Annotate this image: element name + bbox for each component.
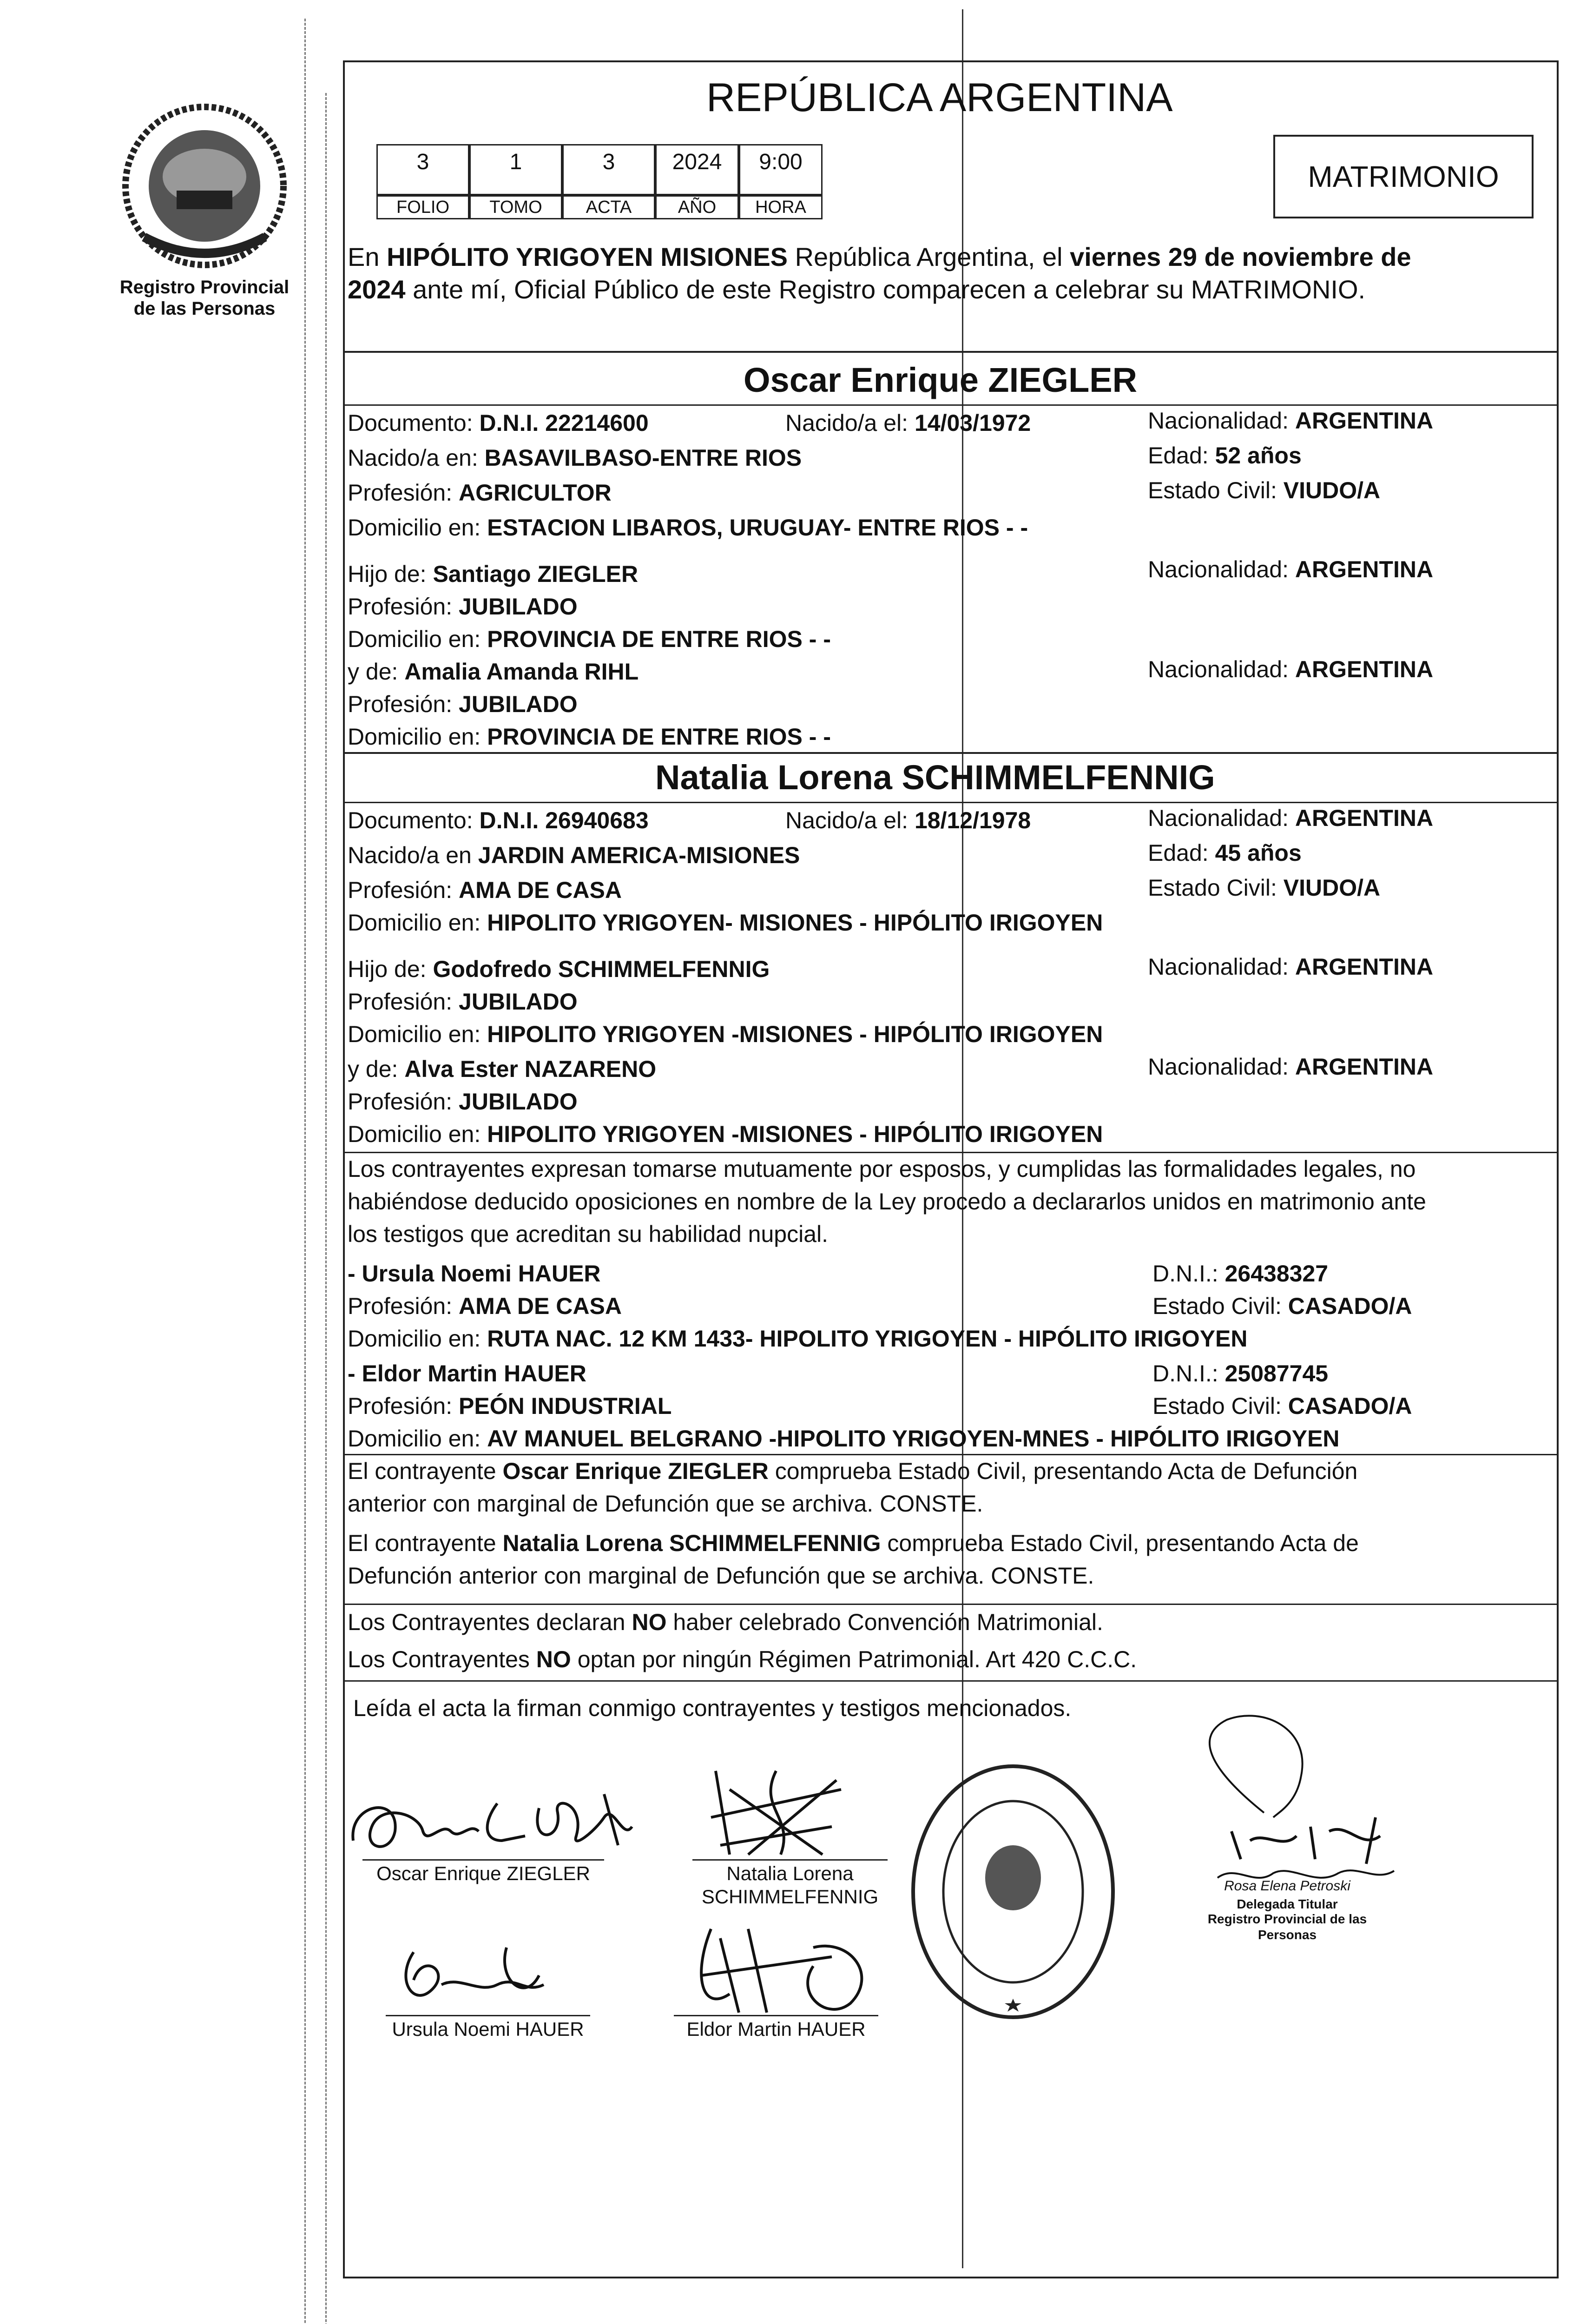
note-1-line-1: El contrayente Oscar Enrique ZIEGLER comprueba Estado Civil, presentando Acta de Defunción xyxy=(348,1458,1358,1484)
anio-value: 2024 xyxy=(655,144,739,195)
registry-stamp-icon xyxy=(906,1757,1120,2027)
note-2-line-2: Defunción anterior con marginal de Defunción que se archiva. CONSTE. xyxy=(348,1563,1094,1589)
spouse2-father: Hijo de: Godofredo SCHIMMELFENNIG xyxy=(348,956,770,982)
spouse2-father-address: Domicilio en: HIPOLITO YRIGOYEN -MISIONES - HIPÓLITO IRIGOYEN xyxy=(348,1021,1103,1047)
spouse1-born-on: Nacido/a el: 14/03/1972 xyxy=(785,410,1031,436)
divider xyxy=(343,1152,1559,1153)
divider xyxy=(343,1680,1559,1682)
spouse2-mother-address: Domicilio en: HIPOLITO YRIGOYEN -MISIONES - HIPÓLITO IRIGOYEN xyxy=(348,1121,1103,1147)
witness-2-address: Domicilio en: AV MANUEL BELGRANO -HIPOLITO YRIGOYEN-MNES - HIPÓLITO IRIGOYEN xyxy=(348,1426,1340,1452)
spouse1-profession: Profesión: AGRICULTOR xyxy=(348,480,612,506)
signature-ursula xyxy=(386,1934,581,2027)
spouse1-doc: Documento: D.N.I. 22214600 xyxy=(348,410,649,436)
signature-caption-ursula: Ursula Noemi HAUER xyxy=(392,2018,584,2040)
spouse1-father-nationality: Nacionalidad: ARGENTINA xyxy=(1148,556,1434,582)
frame-bottom xyxy=(343,2277,1559,2278)
spouse1-mother-profession: Profesión: JUBILADO xyxy=(348,691,578,717)
spouse2-nationality: Nacionalidad: ARGENTINA xyxy=(1148,805,1434,831)
witness-1-address: Domicilio en: RUTA NAC. 12 KM 1433- HIPOLITO YRIGOYEN - HIPÓLITO IRIGOYEN xyxy=(348,1326,1248,1352)
spouse2-mother-profession: Profesión: JUBILADO xyxy=(348,1089,578,1115)
divider xyxy=(343,802,1559,803)
signature-caption-eldor: Eldor Martin HAUER xyxy=(686,2018,866,2040)
note-1-line-2: anterior con marginal de Defunción que se archiva. CONSTE. xyxy=(348,1491,983,1517)
hora-label: HORA xyxy=(739,195,823,219)
acta-label: ACTA xyxy=(562,195,655,219)
spouse1-nationality: Nacionalidad: ARGENTINA xyxy=(1148,408,1434,434)
spouse1-civil-status: Estado Civil: VIUDO/A xyxy=(1148,477,1381,503)
signature-eldor xyxy=(674,1920,915,2027)
declaration-line-1: Los contrayentes expresan tomarse mutuamente por esposos, y cumplidas las formalidades legales, no xyxy=(348,1156,1416,1182)
spouse2-born-in: Nacido/a en JARDIN AMERICA-MISIONES xyxy=(348,842,800,868)
anio-label: AÑO xyxy=(655,195,739,219)
witness-2-name: - Eldor Martin HAUER xyxy=(348,1360,586,1386)
official-stamp xyxy=(906,1757,1120,2027)
declaration-line-3: los testigos que acreditan su habilidad nupcial. xyxy=(348,1221,829,1247)
witness-2-dni: D.N.I.: 25087745 xyxy=(1152,1360,1329,1386)
spouse2-mother: y de: Alva Ester NAZARENO xyxy=(348,1056,657,1082)
margin-guide xyxy=(304,19,306,2324)
signature-caption-natalia-2: SCHIMMELFENNIG xyxy=(701,1886,879,1908)
spouse2-born-on: Nacido/a el: 18/12/1978 xyxy=(785,807,1031,833)
closing-line: Leída el acta la firman conmigo contrayentes y testigos mencionados. xyxy=(353,1695,1072,1721)
spouse1-father-address: Domicilio en: PROVINCIA DE ENTRE RIOS - - xyxy=(348,626,831,652)
acta-value: 3 xyxy=(562,144,655,195)
spouse2-profession: Profesión: AMA DE CASA xyxy=(348,877,622,903)
signature-line xyxy=(674,2015,878,2016)
witness-1-civil-status: Estado Civil: CASADO/A xyxy=(1152,1293,1412,1319)
delegada-role-2: Registro Provincial de las Personas xyxy=(1207,1912,1367,1942)
signature-line xyxy=(386,2015,590,2016)
folio-label: FOLIO xyxy=(376,195,469,219)
spouse2-name: Natalia Lorena SCHIMMELFENNIG xyxy=(655,758,1215,797)
spouse1-name: Oscar Enrique ZIEGLER xyxy=(744,361,1138,399)
act-type-box: MATRIMONIO xyxy=(1273,135,1534,218)
registry-logo xyxy=(116,98,293,274)
folio-value: 3 xyxy=(376,144,469,195)
spouse1-mother-nationality: Nacionalidad: ARGENTINA xyxy=(1148,656,1434,682)
signature-caption-oscar: Oscar Enrique ZIEGLER xyxy=(376,1862,590,1884)
delegada-signature-name: Rosa Elena Petroski xyxy=(1224,1878,1350,1894)
margin-guide xyxy=(325,93,327,2324)
witness-1-profession: Profesión: AMA DE CASA xyxy=(348,1293,622,1319)
spouse2-address: Domicilio en: HIPOLITO YRIGOYEN- MISIONES - HIPÓLITO IRIGOYEN xyxy=(348,910,1103,936)
tomo-value: 1 xyxy=(469,144,562,195)
divider xyxy=(343,404,1559,406)
witness-1-name: - Ursula Noemi HAUER xyxy=(348,1261,601,1287)
spouse1-age: Edad: 52 años xyxy=(1148,442,1302,469)
signature-oscar xyxy=(344,1776,660,1868)
spouse1-born-in: Nacido/a en: BASAVILBASO-ENTRE RIOS xyxy=(348,445,802,471)
spouse1-father-profession: Profesión: JUBILADO xyxy=(348,594,578,620)
spouse2-father-nationality: Nacionalidad: ARGENTINA xyxy=(1148,954,1434,980)
spouse2-mother-nationality: Nacionalidad: ARGENTINA xyxy=(1148,1054,1434,1080)
delegada-role-1: Delegada Titular xyxy=(1237,1897,1338,1911)
hora-value: 9:00 xyxy=(739,144,823,195)
spouse2-father-profession: Profesión: JUBILADO xyxy=(348,989,578,1015)
signature-line xyxy=(362,1859,604,1861)
spouse1-mother-address: Domicilio en: PROVINCIA DE ENTRE RIOS - - xyxy=(348,724,831,750)
convention-line: Los Contrayentes declaran NO haber celebrado Convención Matrimonial. xyxy=(348,1609,1103,1635)
witness-2-civil-status: Estado Civil: CASADO/A xyxy=(1152,1393,1412,1419)
registry-name-line1: Registro Provincial xyxy=(119,277,290,297)
signature-caption-natalia-1: Natalia Lorena xyxy=(726,1862,854,1884)
provincial-seal-icon xyxy=(116,98,293,274)
spouse1-mother: y de: Amalia Amanda RIHL xyxy=(348,659,639,685)
signature-line xyxy=(692,1859,888,1861)
regime-line: Los Contrayentes NO optan por ningún Régimen Patrimonial. Art 420 C.C.C. xyxy=(348,1646,1137,1672)
spouse2-age: Edad: 45 años xyxy=(1148,840,1302,866)
witness-2-profession: Profesión: PEÓN INDUSTRIAL xyxy=(348,1393,672,1419)
intro-line-1: En HIPÓLITO YRIGOYEN MISIONES República Argentina, el viernes 29 de noviembre de xyxy=(348,242,1411,271)
country-title: REPÚBLICA ARGENTINA xyxy=(706,75,1173,120)
spouse2-doc: Documento: D.N.I. 26940683 xyxy=(348,807,649,833)
divider xyxy=(343,1454,1559,1455)
declaration-line-2: habiéndose deducido oposiciones en nombre de la Ley procedo a declararlos unidos en matrimonio ante xyxy=(348,1188,1426,1215)
spouse1-father: Hijo de: Santiago ZIEGLER xyxy=(348,561,639,587)
divider xyxy=(343,752,1559,754)
signature-natalia xyxy=(702,1762,850,1868)
frame-left xyxy=(343,60,345,2278)
tomo-label: TOMO xyxy=(469,195,562,219)
registry-name-line2: de las Personas xyxy=(133,298,276,319)
spouse2-civil-status: Estado Civil: VIUDO/A xyxy=(1148,875,1381,901)
divider xyxy=(343,1604,1559,1605)
note-2-line-1: El contrayente Natalia Lorena SCHIMMELFENNIG comprueba Estado Civil, presentando Acta de xyxy=(348,1530,1359,1556)
intro-line-2: 2024 ante mí, Oficial Público de este Registro comparecen a celebrar su MATRIMONIO. xyxy=(348,275,1366,304)
spouse1-address: Domicilio en: ESTACION LIBAROS, URUGUAY- ENTRE RIOS - - xyxy=(348,515,1028,541)
witness-1-dni: D.N.I.: 26438327 xyxy=(1152,1261,1329,1287)
frame-right xyxy=(1557,60,1559,2278)
divider xyxy=(343,351,1559,353)
frame-top xyxy=(343,60,1559,62)
